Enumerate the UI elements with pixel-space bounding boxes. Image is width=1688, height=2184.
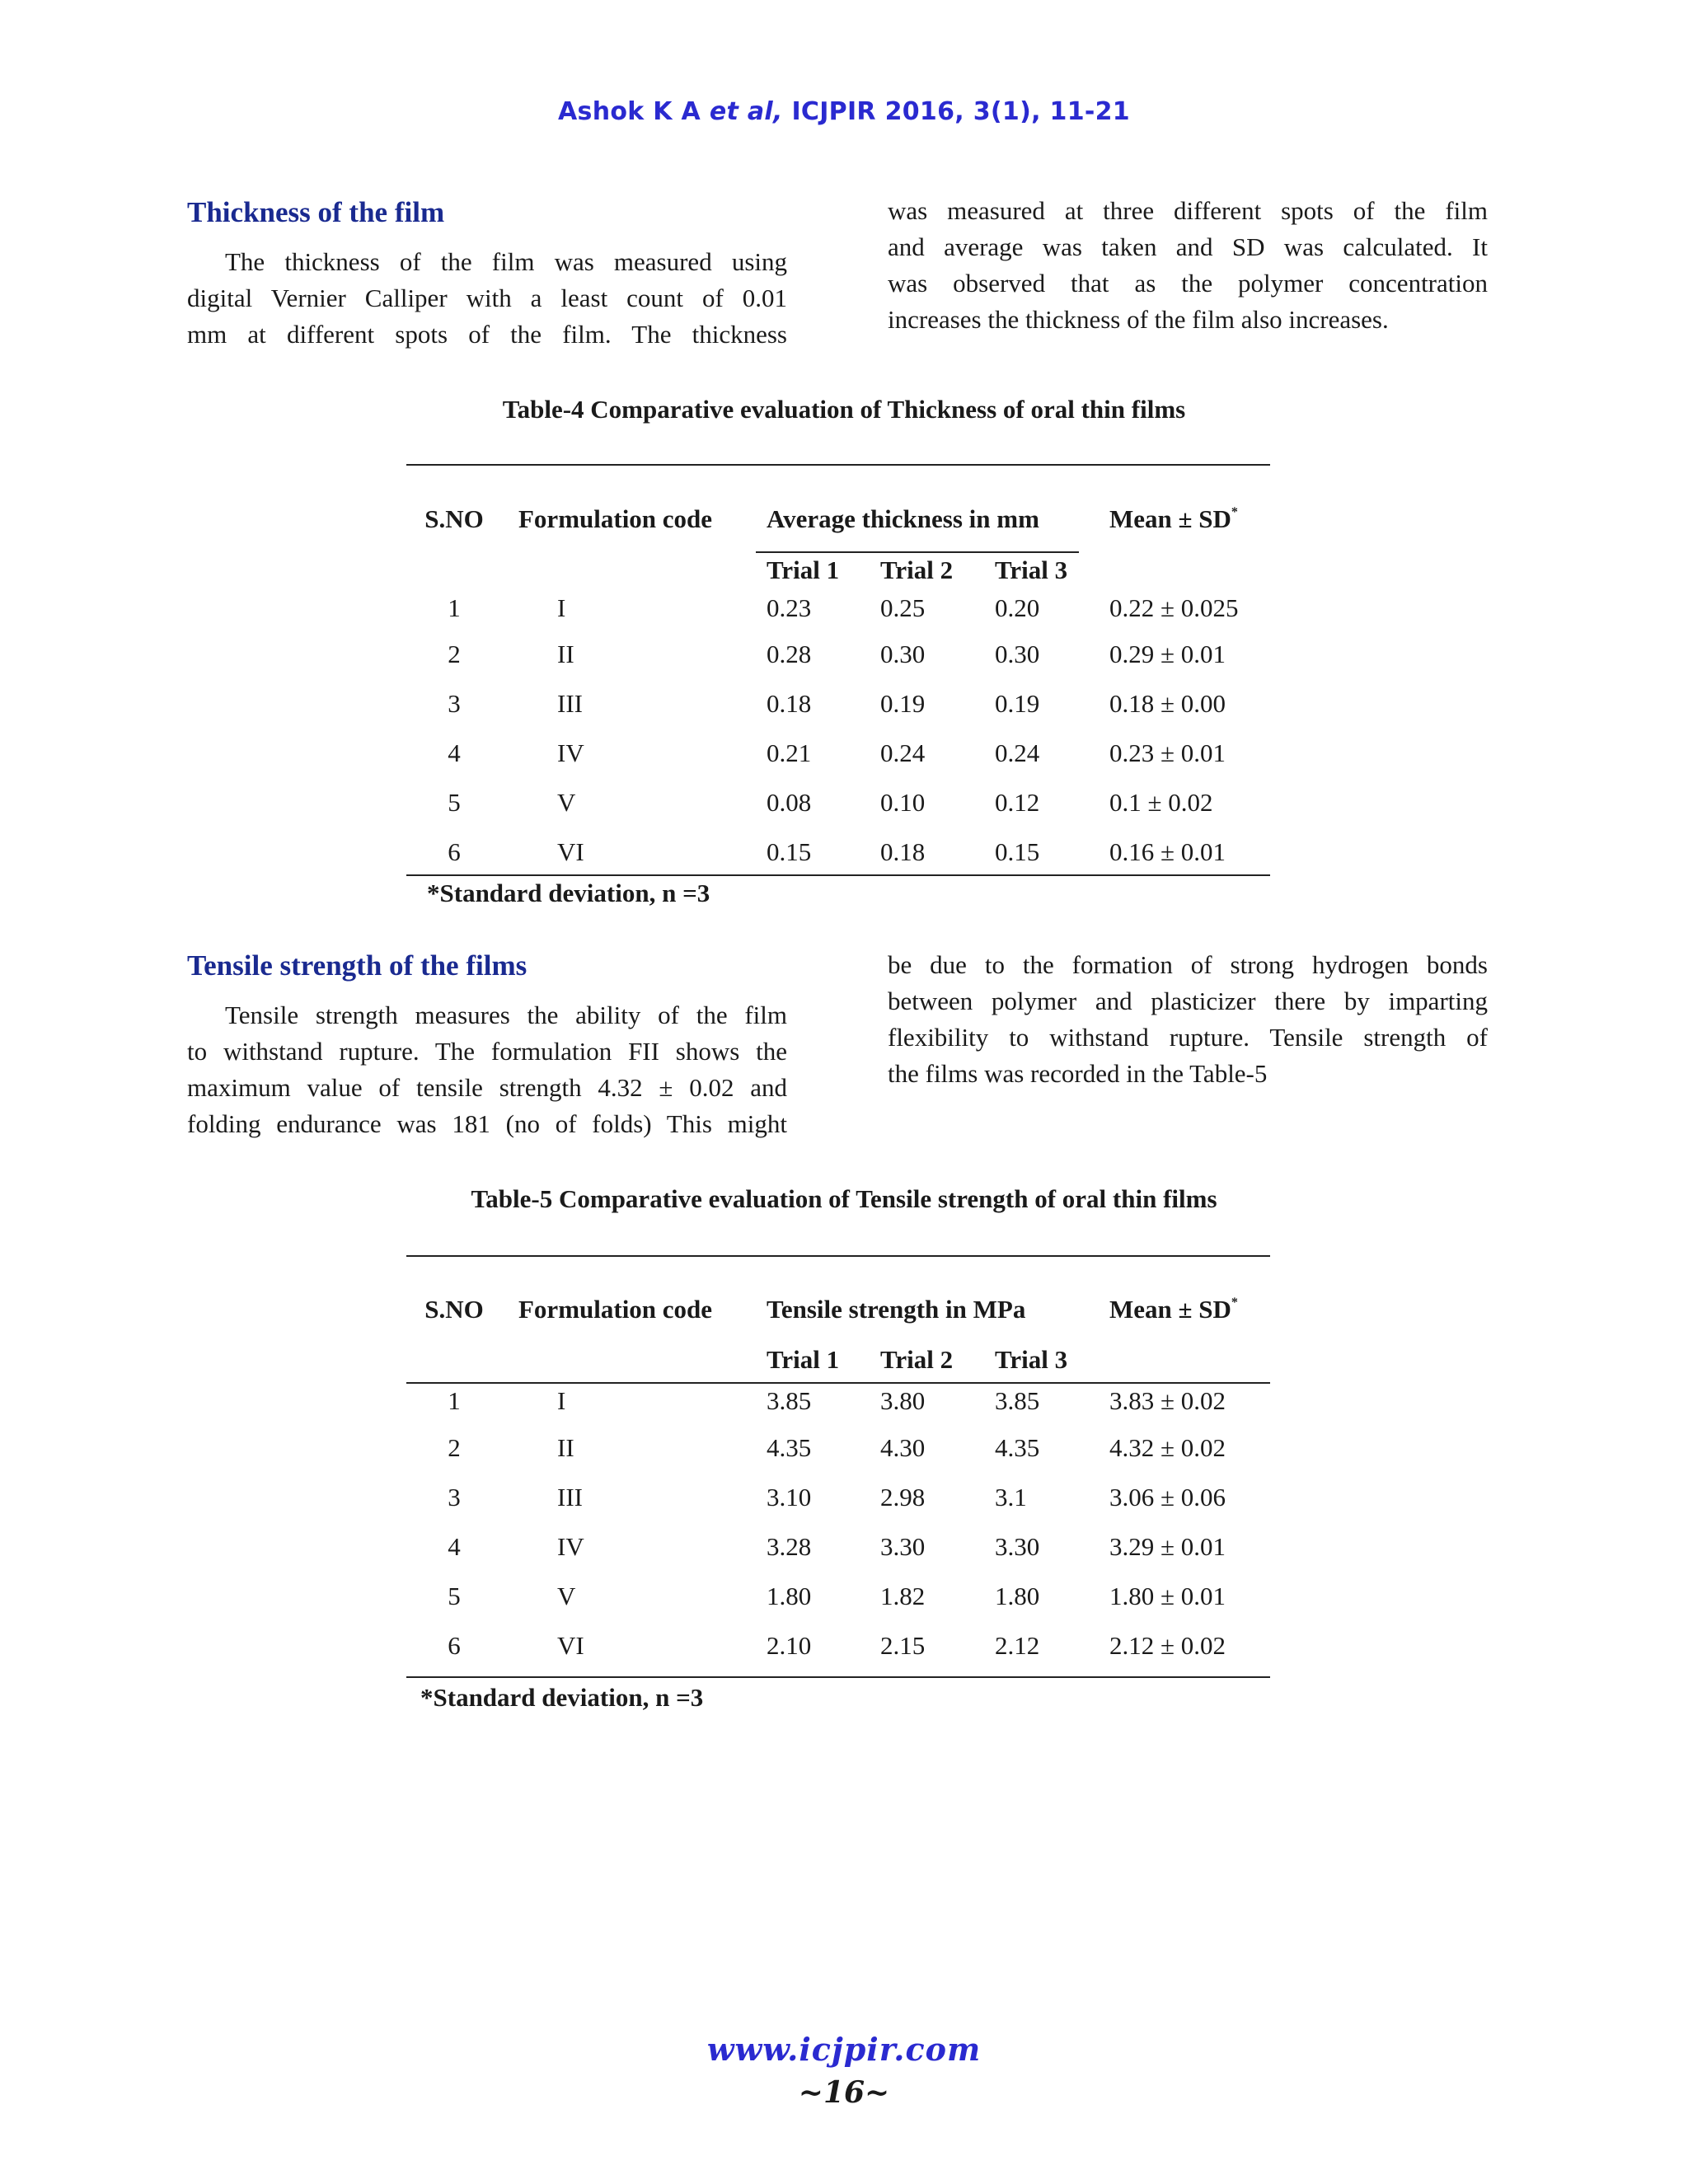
header-mean-sd-mark: *: [1231, 1296, 1238, 1310]
header-sno: S.NO: [424, 1295, 484, 1324]
cell-formulation-code: VI: [557, 1631, 584, 1660]
cell-formulation-code: V: [557, 788, 576, 817]
cell-sno: 5: [448, 1582, 461, 1610]
cell-trial-3: 0.24: [995, 738, 1040, 767]
header-mean-sd-label: Mean ± SD: [1109, 504, 1231, 533]
cell-trial-2: 0.24: [880, 738, 926, 767]
para-line: between polymer and plasticizer there by imparting: [888, 987, 1488, 1015]
table-header-rule: [406, 1382, 1270, 1384]
cell-formulation-code: II: [557, 1433, 574, 1462]
cell-sno: 6: [448, 1631, 461, 1660]
cell-mean-sd: 3.29 ± 0.01: [1109, 1532, 1226, 1561]
para-line: folding endurance was 181 (no of folds) This might: [187, 1109, 787, 1138]
cell-mean-sd: 1.80 ± 0.01: [1109, 1582, 1226, 1610]
cell-sno: 3: [448, 689, 461, 718]
cell-formulation-code: III: [557, 689, 583, 718]
header-mean-sd-label: Mean ± SD: [1109, 1295, 1231, 1324]
header-trial-2: Trial 2: [880, 1345, 954, 1374]
cell-mean-sd: 3.06 ± 0.06: [1109, 1483, 1226, 1511]
cell-trial-2: 3.30: [880, 1532, 926, 1561]
cell-sno: 4: [448, 1532, 461, 1561]
header-trial-3: Trial 3: [995, 555, 1068, 584]
cell-mean-sd: 0.16 ± 0.01: [1109, 837, 1226, 866]
cell-mean-sd: 0.1 ± 0.02: [1109, 788, 1213, 817]
thickness-section-title: Thickness of the film: [187, 196, 445, 228]
para-line: maximum value of tensile strength 4.32 ± 0.02 and: [187, 1073, 787, 1102]
para-line: digital Vernier Calliper with a least count of 0.01: [187, 284, 787, 312]
para-line: The thickness of the film was measured using: [225, 247, 787, 276]
cell-sno: 1: [448, 1386, 461, 1415]
table-bottom-rule: [406, 874, 1270, 876]
cell-trial-1: 0.18: [767, 689, 812, 718]
table5-caption: Table-5 Comparative evaluation of Tensile strength of oral thin films: [471, 1184, 1217, 1213]
cell-formulation-code: V: [557, 1582, 576, 1610]
cell-trial-1: 1.80: [767, 1582, 812, 1610]
cell-sno: 1: [448, 593, 461, 622]
cell-sno: 2: [448, 1433, 461, 1462]
header-trial-1: Trial 1: [767, 1345, 840, 1374]
cell-formulation-code: IV: [557, 1532, 584, 1561]
cell-sno: 4: [448, 738, 461, 767]
table-bottom-rule: [406, 1676, 1270, 1678]
header-mean-sd: [1109, 504, 1238, 534]
page-number: ~16~: [798, 2075, 890, 2110]
cell-formulation-code: IV: [557, 738, 584, 767]
tensile-left-column: [187, 997, 787, 1142]
cell-formulation-code: VI: [557, 837, 584, 866]
cell-trial-3: 3.85: [995, 1386, 1040, 1415]
header-et-al: et al,: [709, 97, 783, 126]
cell-formulation-code: III: [557, 1483, 583, 1511]
header-citation: ICJPIR 2016, 3(1), 11-21: [791, 97, 1130, 126]
cell-trial-3: 4.35: [995, 1433, 1040, 1462]
header-trial-2: Trial 2: [880, 555, 954, 584]
cell-trial-1: 0.23: [767, 593, 812, 622]
cell-trial-1: 2.10: [767, 1631, 812, 1660]
para-line: was measured at three different spots of the film: [888, 196, 1488, 225]
table-top-rule: [406, 1255, 1270, 1257]
header-group-rule: [756, 551, 1079, 553]
cell-trial-1: 0.28: [767, 640, 812, 668]
header-trial-1: Trial 1: [767, 555, 840, 584]
cell-sno: 3: [448, 1483, 461, 1511]
cell-trial-2: 0.18: [880, 837, 926, 866]
cell-trial-2: 3.80: [880, 1386, 926, 1415]
cell-formulation-code: I: [557, 1386, 566, 1415]
thickness-left-column: [187, 244, 787, 353]
header-formulation-code: Formulation code: [518, 504, 713, 533]
cell-mean-sd: 0.29 ± 0.01: [1109, 640, 1226, 668]
cell-trial-2: 1.82: [880, 1582, 926, 1610]
cell-trial-3: 0.12: [995, 788, 1040, 817]
para-line: the films was recorded in the Table-5: [888, 1059, 1268, 1088]
running-header: [0, 97, 1688, 126]
para-line: mm at different spots of the film. The thickness: [187, 320, 787, 349]
cell-trial-3: 2.12: [995, 1631, 1040, 1660]
cell-formulation-code: II: [557, 640, 574, 668]
header-formulation-code: Formulation code: [518, 1295, 713, 1324]
para-line: Tensile strength measures the ability of the film: [225, 1001, 787, 1029]
header-sno: S.NO: [424, 504, 484, 533]
tensile-right-column: [888, 947, 1488, 1092]
cell-trial-1: 3.28: [767, 1532, 812, 1561]
cell-trial-2: 2.15: [880, 1631, 926, 1660]
cell-trial-1: 3.85: [767, 1386, 812, 1415]
header-group: Tensile strength in MPa: [767, 1295, 1026, 1324]
cell-trial-3: 1.80: [995, 1582, 1040, 1610]
cell-trial-2: 0.30: [880, 640, 926, 668]
header-trial-3: Trial 3: [995, 1345, 1068, 1374]
cell-mean-sd: 0.22 ± 0.025: [1109, 593, 1239, 622]
para-line: to withstand rupture. The formulation FII shows the: [187, 1037, 787, 1066]
cell-sno: 5: [448, 788, 461, 817]
cell-trial-2: 0.10: [880, 788, 926, 817]
cell-trial-1: 3.10: [767, 1483, 812, 1511]
cell-mean-sd: 3.83 ± 0.02: [1109, 1386, 1226, 1415]
thickness-right-column: [888, 193, 1488, 338]
cell-trial-1: 0.08: [767, 788, 812, 817]
table-footnote: *Standard deviation, n =3: [420, 1683, 704, 1712]
header-authors: Ashok K A: [558, 97, 701, 126]
tensile-section-title: Tensile strength of the films: [187, 949, 528, 982]
cell-trial-3: 0.15: [995, 837, 1040, 866]
para-line: was observed that as the polymer concentration: [888, 269, 1488, 298]
header-mean-sd: [1109, 1295, 1238, 1324]
header-group: Average thickness in mm: [767, 504, 1039, 533]
footer-url: www.icjpir.com: [706, 2031, 982, 2068]
cell-trial-3: 0.30: [995, 640, 1040, 668]
table4-caption: Table-4 Comparative evaluation of Thickness of oral thin films: [502, 395, 1186, 424]
cell-trial-2: 2.98: [880, 1483, 926, 1511]
table-top-rule: [406, 464, 1270, 466]
cell-trial-1: 0.21: [767, 738, 812, 767]
cell-trial-2: 0.19: [880, 689, 926, 718]
cell-mean-sd: 4.32 ± 0.02: [1109, 1433, 1226, 1462]
header-mean-sd-mark: *: [1231, 505, 1238, 519]
cell-trial-3: 0.19: [995, 689, 1040, 718]
cell-mean-sd: 0.23 ± 0.01: [1109, 738, 1226, 767]
cell-formulation-code: I: [557, 593, 566, 622]
cell-trial-1: 4.35: [767, 1433, 812, 1462]
cell-sno: 2: [448, 640, 461, 668]
para-line: flexibility to withstand rupture. Tensile strength of: [888, 1023, 1488, 1052]
para-line: be due to the formation of strong hydrogen bonds: [888, 950, 1488, 979]
cell-trial-3: 0.20: [995, 593, 1040, 622]
cell-mean-sd: 0.18 ± 0.00: [1109, 689, 1226, 718]
cell-trial-1: 0.15: [767, 837, 812, 866]
cell-trial-2: 0.25: [880, 593, 926, 622]
cell-trial-2: 4.30: [880, 1433, 926, 1462]
para-line: and average was taken and SD was calculated. It: [888, 232, 1488, 261]
cell-trial-3: 3.30: [995, 1532, 1040, 1561]
cell-mean-sd: 2.12 ± 0.02: [1109, 1631, 1226, 1660]
table-footnote: *Standard deviation, n =3: [427, 879, 710, 907]
cell-sno: 6: [448, 837, 461, 866]
cell-trial-3: 3.1: [995, 1483, 1027, 1511]
para-line: increases the thickness of the film also increases.: [888, 305, 1389, 334]
